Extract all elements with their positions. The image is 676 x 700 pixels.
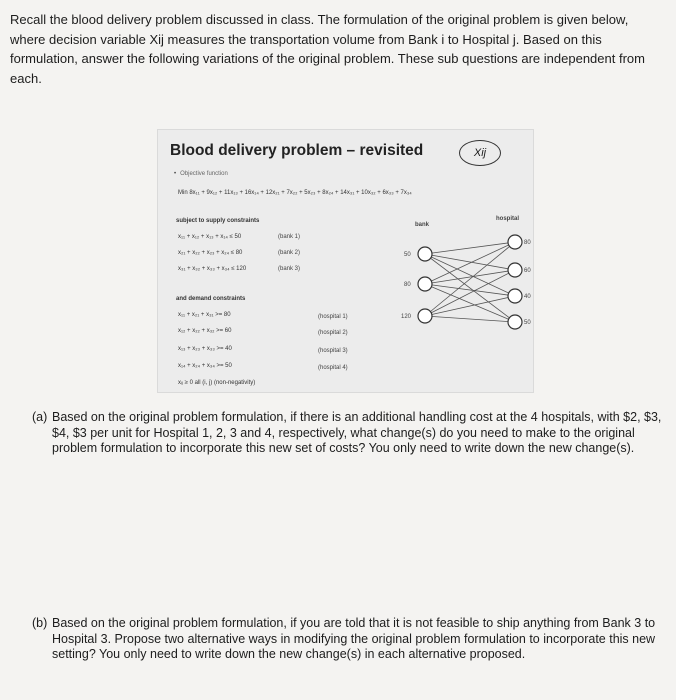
question-b <box>32 616 662 663</box>
question-a-label: (a) <box>32 410 48 424</box>
network-bank-label: bank <box>415 222 430 228</box>
formulation-slide-image <box>157 129 534 393</box>
demand-constraint: x₁₁ + x₂₁ + x₃₁ >= 80 <box>178 312 231 318</box>
bank-supply-label: 50 <box>404 252 411 258</box>
slide-title: Blood delivery problem – revisited <box>170 142 424 159</box>
demand-tag: (hospital 4) <box>318 365 348 371</box>
bullet-icon: • <box>174 171 177 177</box>
nonnegativity-constraint: xᵢⱼ ≥ 0 all (i, j) (non-negativity) <box>178 380 256 386</box>
demand-label: and demand constraints <box>176 296 246 302</box>
demand-tag: (hospital 2) <box>318 330 348 336</box>
hospital-demand-label: 40 <box>524 294 531 300</box>
demand-constraint: x₁₃ + x₂₃ + x₃₃ >= 40 <box>178 346 232 352</box>
supply-constraint: x₂₁ + x₂₂ + x₂₃ + x₂₄ ≤ 80 <box>178 250 243 256</box>
hospital-demand-label: 80 <box>524 240 531 246</box>
hospital-node <box>508 235 522 249</box>
objective-label: • Objective function <box>174 171 228 177</box>
supply-constraint: x₁₁ + x₁₂ + x₁₃ + x₁₄ ≤ 50 <box>178 234 242 240</box>
supply-tag: (bank 2) <box>278 250 301 256</box>
bank-supply-label: 80 <box>404 282 411 288</box>
demand-tag: (hospital 1) <box>318 314 348 320</box>
intro-paragraph: Recall the blood delivery problem discussed in class. The formulation of the original problem is given below, where decision variable Xij measures the transportation volume from Bank i to Hospital j. Based on this formulation, answer the following variations of the original problem. These sub questions are independent from each. <box>10 12 645 86</box>
bank-node <box>418 277 432 291</box>
question-a-text: Based on the original problem formulation, if there is an additional handling cost at the 4 hospitals, with $2, $3, $4, $3 per unit for Hospital 1, 2, 3 and 4, respectively, what change(s) do you need to make to the original problem formulation to incorporate this new set of costs? You only need to write down the new change(s). <box>52 410 662 455</box>
demand-constraint: x₁₂ + x₂₂ + x₃₂ >= 60 <box>178 328 232 334</box>
supply-tag: (bank 3) <box>278 266 301 272</box>
transport-network-diagram <box>403 226 531 336</box>
objective-function: Min 8x₁₁ + 9x₁₂ + 11x₁₃ + 16x₁₄ + 12x₂₁ + 7x₂₂ + 5x₂₃ + 8x₂₄ + 14x₃₁ + 10x₃₂ + 6x₃₃ + 7x₃₄ <box>178 190 412 196</box>
bank-supply-label: 120 <box>401 314 412 320</box>
bank-node <box>418 309 432 323</box>
demand-constraint: x₁₄ + x₂₄ + x₃₄ >= 50 <box>178 363 232 369</box>
hospital-demand-label: 50 <box>524 320 531 326</box>
question-a <box>32 410 662 457</box>
hospital-node <box>508 289 522 303</box>
supply-tag: (bank 1) <box>278 234 301 240</box>
hospital-node <box>508 315 522 329</box>
hospital-demand-label: 60 <box>524 268 531 274</box>
bank-node <box>418 247 432 261</box>
demand-tag: (hospital 3) <box>318 348 348 354</box>
question-b-text: Based on the original problem formulation, if you are told that it is not feasible to ship anything from Bank 3 to Hospital 3. Propose two alternative ways in modifying the original problem formulation to incorporate this new setting? You only need to write down the new change(s) in each alternative proposed. <box>52 616 656 661</box>
question-b-label: (b) <box>32 616 48 630</box>
xij-annotation: Xij <box>459 140 501 166</box>
hospital-node <box>508 263 522 277</box>
network-hospital-label: hospital <box>496 216 520 222</box>
supply-label: subject to supply constraints <box>176 218 260 224</box>
supply-constraint: x₃₁ + x₃₂ + x₃₃ + x₃₄ ≤ 120 <box>178 266 247 272</box>
